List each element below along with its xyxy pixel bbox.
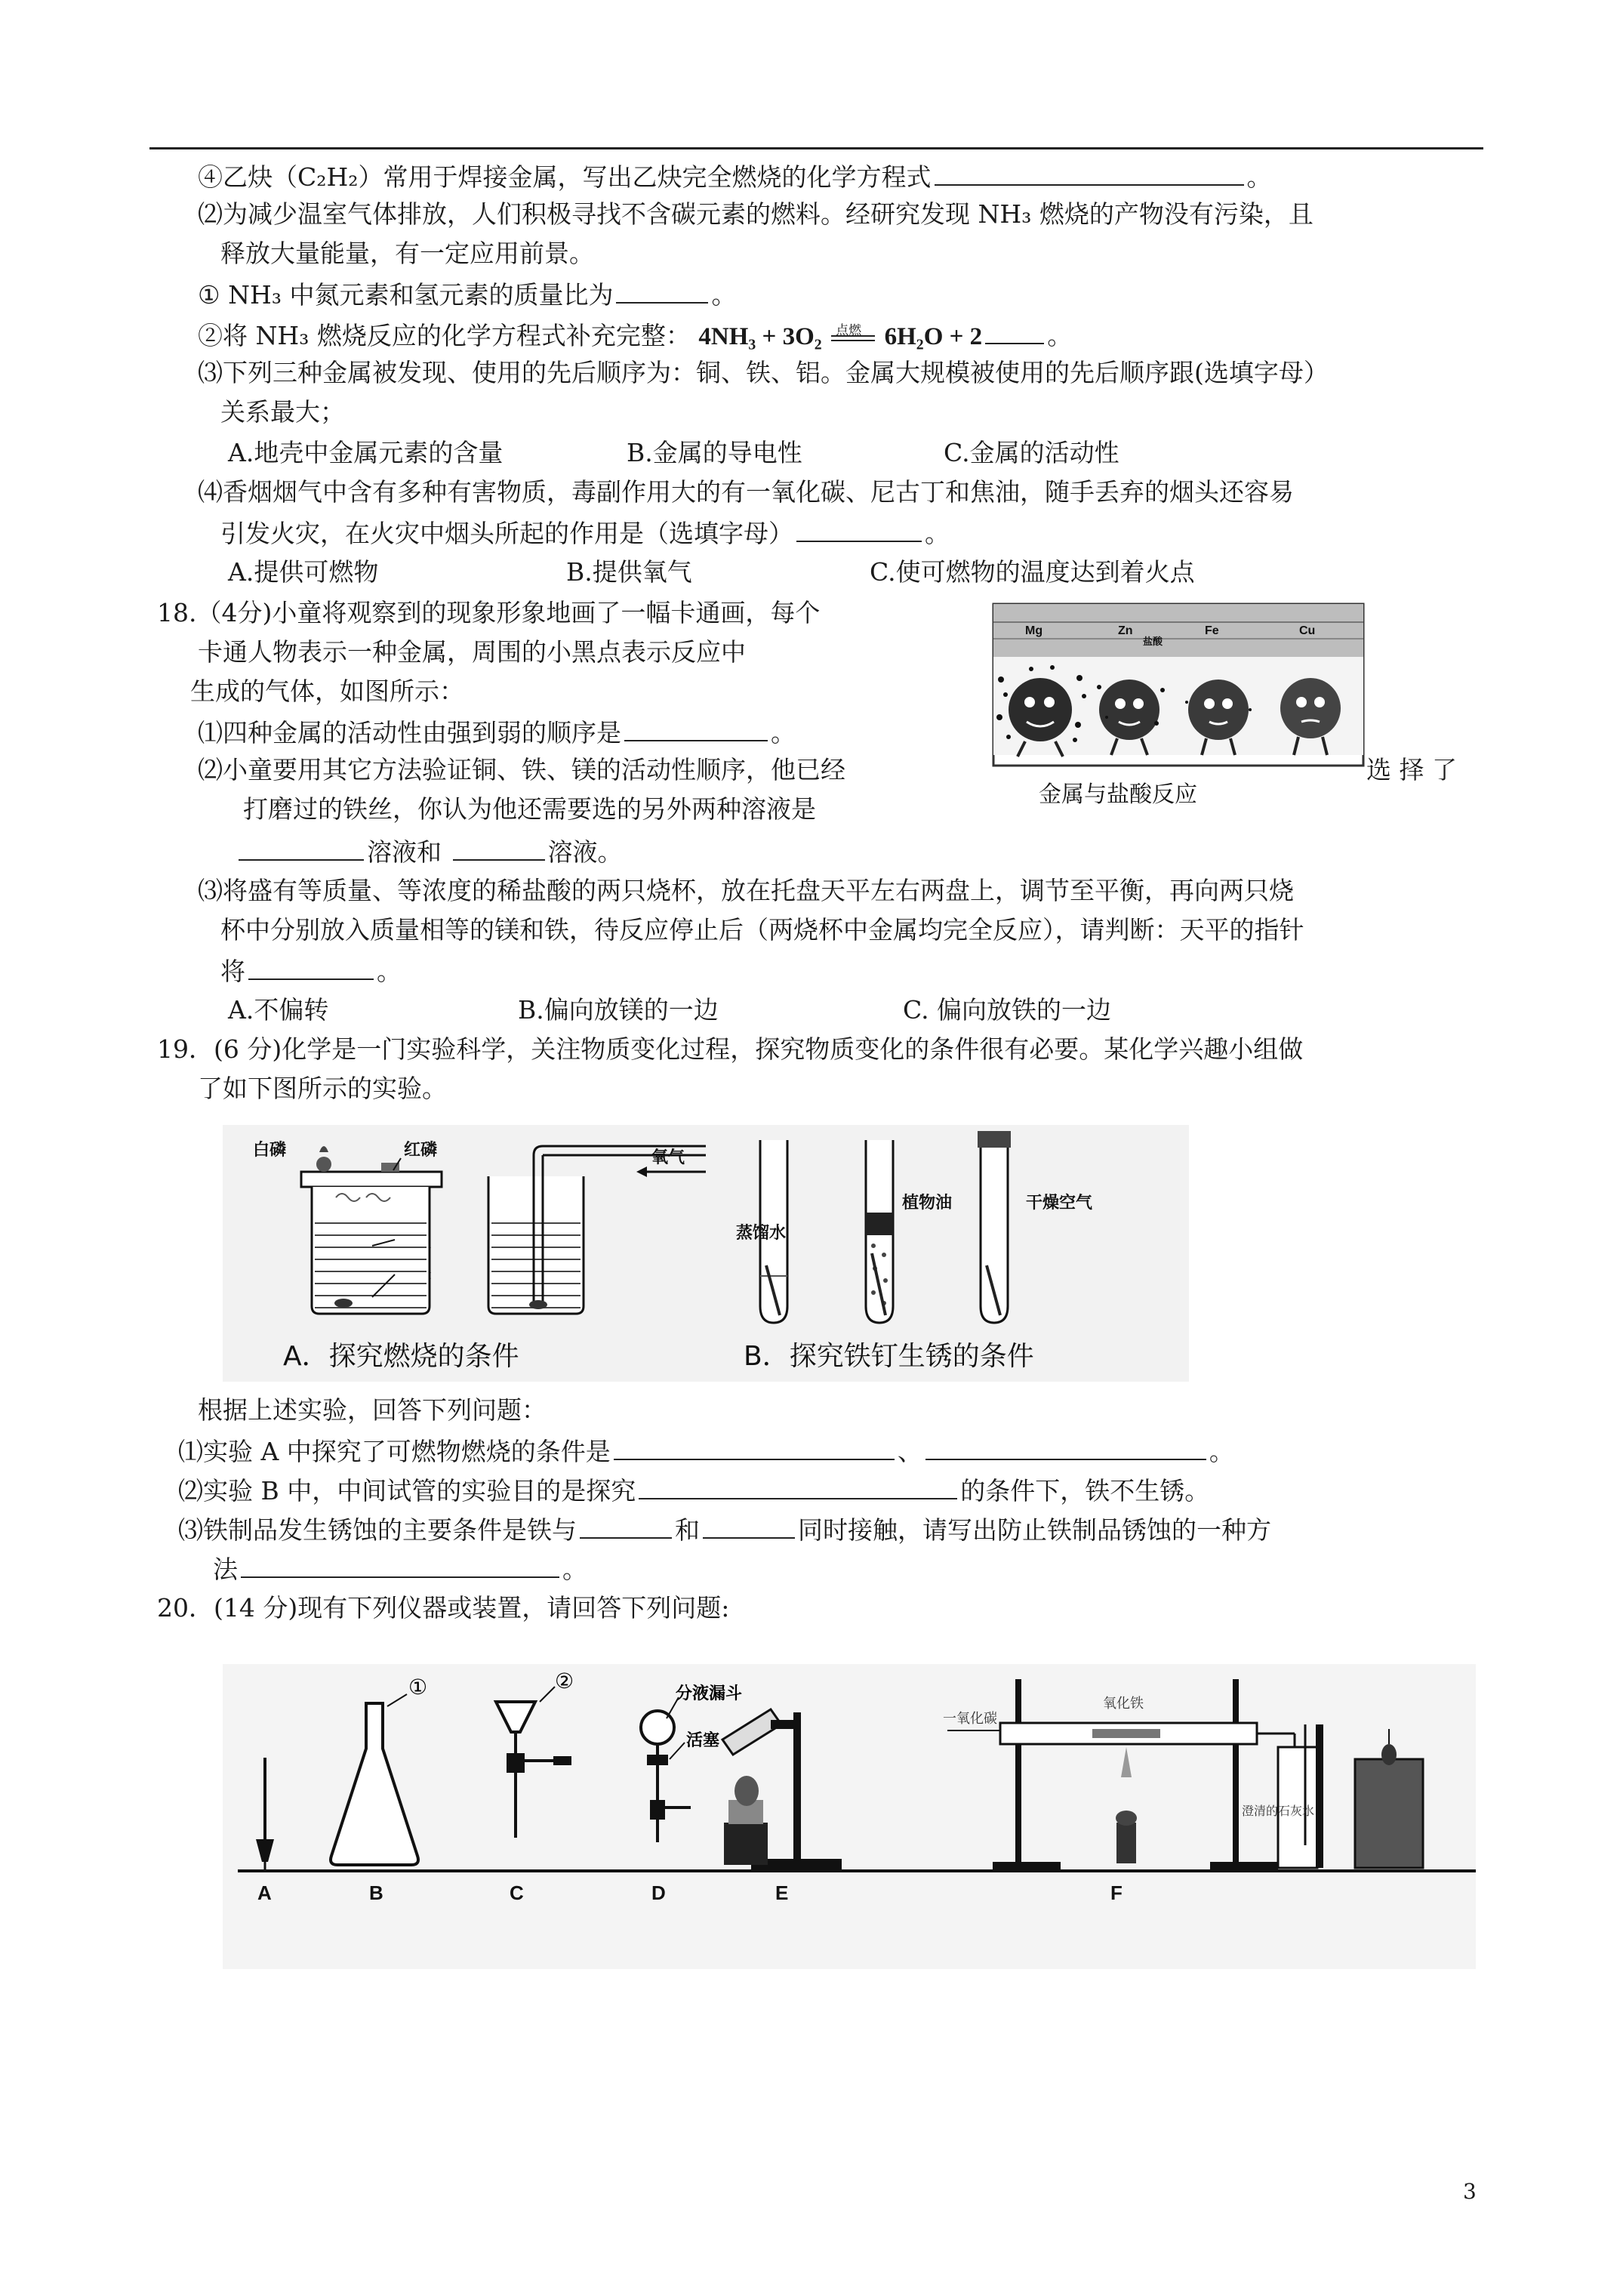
q17-part4-line1: ⑷香烟烟气中含有多种有害物质，毒副作用大的有一氧化碳、尼古丁和焦油，随手丢弃的烟头还容易 bbox=[198, 477, 1294, 507]
q17-part3-line2: 关系最大； bbox=[220, 397, 345, 427]
marker-1: ① bbox=[408, 1675, 428, 1700]
q19-part3-pre: ⑶铁制品发生锈蚀的主要条件是铁与 bbox=[178, 1515, 577, 1545]
label-dry-air: 干燥空气 bbox=[1026, 1194, 1093, 1213]
figure-caption: 金属与盐酸反应 bbox=[1039, 781, 1197, 808]
q17-part3-option-c: C.金属的活动性 bbox=[944, 438, 1119, 467]
q18-part2-line2: 打磨过的铁丝，你认为他还需要选的另外两种溶液是 bbox=[243, 794, 816, 824]
q19-line1: 19．(6 分)化学是一门实验科学，关注物质变化过程，探究物质变化的条件很有必要。某化学兴趣小组做 bbox=[157, 1034, 1304, 1064]
q18-part3-option-c: C. 偏向放铁的一边 bbox=[903, 995, 1112, 1025]
q19-part3-line1 bbox=[178, 1512, 1271, 1547]
answer-blank[interactable] bbox=[796, 515, 922, 542]
answer-blank[interactable] bbox=[614, 1433, 895, 1460]
q19-part3-line2-text: 法 bbox=[213, 1555, 238, 1584]
q17-part4-line2-text: 引发火灾，在火灾中烟头所起的作用是（选填字母） bbox=[220, 519, 793, 548]
q18-part3-line3: 将 。 bbox=[220, 953, 402, 988]
q18-line1: 18.（4分)小童将观察到的现象形象地画了一幅卡通画，每个 bbox=[157, 598, 821, 627]
answer-blank[interactable] bbox=[624, 714, 768, 741]
label-c: C bbox=[510, 1881, 524, 1904]
q17-part3-option-a: A.地壳中金属元素的含量 bbox=[228, 438, 504, 467]
q17-part4-option-b: B.提供氧气 bbox=[566, 557, 692, 587]
q18-part3-line1: ⑶将盛有等质量、等浓度的稀盐酸的两只烧杯，放在托盘天平左右两盘上，调节至平衡，再向两只烧 bbox=[198, 876, 1294, 905]
q17-part2-item1: ① NH₃ 中氮元素和氢元素的质量比为 。 bbox=[198, 276, 736, 312]
label-co: 一氧化碳 bbox=[943, 1711, 997, 1727]
q17-part1-item4: ④乙炔（C₂H₂）常用于焊接金属，写出乙炔完全燃烧的化学方程式 。 bbox=[198, 159, 1272, 194]
answer-blank[interactable] bbox=[935, 159, 1244, 186]
acid-label: 盐酸 bbox=[1143, 636, 1163, 647]
reaction-condition bbox=[830, 325, 876, 350]
q17-part3-line1: ⑶下列三种金属被发现、使用的先后顺序为：铜、铁、铝。金属大规模被使用的先后顺序跟(选填字母） bbox=[198, 358, 1329, 387]
answer-blank[interactable] bbox=[703, 1512, 795, 1539]
q17-part2-line1: ⑵为减少温室气体排放，人们积极寻找不含碳元素的燃料。经研究发现 NH₃ 燃烧的产物没有污染，且 bbox=[198, 199, 1313, 229]
equation-right: 6H₂O + 2 bbox=[884, 323, 983, 350]
label-vegetable-oil: 植物油 bbox=[902, 1194, 953, 1213]
q18-part3-option-b: B.偏向放镁的一边 bbox=[518, 995, 719, 1025]
label-distilled-water: 蒸馏水 bbox=[736, 1224, 787, 1243]
q18-part3-pre: 将 bbox=[220, 957, 245, 986]
q19-part3-post: 同时接触，请写出防止铁制品锈蚀的一种方 bbox=[798, 1515, 1271, 1545]
label-oxygen: 氧气 bbox=[651, 1148, 685, 1167]
metal-acid-cartoon-svg bbox=[978, 596, 1378, 815]
metal-acid-cartoon-figure bbox=[978, 596, 1378, 815]
page-number: 3 bbox=[1463, 2179, 1477, 2204]
answer-blank[interactable] bbox=[639, 1472, 957, 1499]
q17-part4-option-a: A.提供可燃物 bbox=[228, 557, 379, 587]
q18-part3-option-a: A.不偏转 bbox=[228, 995, 329, 1025]
caption-a: A．探究燃烧的条件 bbox=[283, 1341, 519, 1372]
q18-sol2-text: 溶液。 bbox=[547, 837, 623, 867]
answer-blank[interactable] bbox=[241, 1551, 559, 1578]
q18-part1-text: ⑴四种金属的活动性由强到弱的顺序是 bbox=[198, 718, 621, 747]
q20-line1: 20．(14 分)现有下列仪器或装置，请回答下列问题: bbox=[157, 1593, 730, 1623]
q17-p4-text: ④乙炔（C₂H₂）常用于焊接金属，写出乙炔完全燃烧的化学方程式 bbox=[198, 162, 932, 192]
caption-b: B．探究铁钉生锈的条件 bbox=[744, 1341, 1034, 1372]
experiment-figure-q19 bbox=[223, 1125, 1189, 1382]
label-sep-funnel: 分液漏斗 bbox=[676, 1684, 743, 1703]
q19-part2-post: 的条件下，铁不生锈。 bbox=[960, 1476, 1210, 1505]
q19-part2-pre: ⑵实验 B 中，中间试管的实验目的是探究 bbox=[178, 1476, 636, 1505]
q18-part1: ⑴四种金属的活动性由强到弱的顺序是 。 bbox=[198, 714, 796, 750]
apparatus-figure-q20 bbox=[223, 1664, 1476, 1969]
q19-line2: 了如下图所示的实验。 bbox=[198, 1074, 447, 1103]
q17-part2-line2: 释放大量能量，有一定应用前景。 bbox=[220, 239, 594, 268]
q19-part3-mid: 和 bbox=[675, 1515, 700, 1545]
metal-label-fe: Fe bbox=[1205, 624, 1219, 637]
label-f: F bbox=[1110, 1881, 1123, 1904]
q19-part2 bbox=[178, 1472, 1209, 1508]
q17-p2-2-text: ②将 NH₃ 燃烧反应的化学方程式补充完整： bbox=[198, 321, 691, 350]
marker-2: ② bbox=[555, 1669, 574, 1693]
answer-blank[interactable] bbox=[239, 834, 364, 861]
metal-label-cu: Cu bbox=[1299, 624, 1316, 637]
label-e: E bbox=[775, 1881, 789, 1904]
q18-part3-line2: 杯中分别放入质量相等的镁和铁，待反应停止后（两烧杯中金属均完全反应），请判断：天平的指针 bbox=[220, 915, 1304, 945]
q17-part4-line2: 引发火灾，在火灾中烟头所起的作用是（选填字母） 。 bbox=[220, 515, 950, 550]
answer-blank[interactable] bbox=[580, 1512, 672, 1539]
q17-part2-item2: ②将 NH₃ 燃烧反应的化学方程式补充完整： 4NH₃ + 3O₂ 点燃 6H₂O + 2 。 bbox=[198, 317, 1072, 353]
condition-text: 点燃 bbox=[836, 323, 862, 338]
equation-left: 4NH₃ + 3O₂ bbox=[698, 323, 822, 350]
q18-part2-line3 bbox=[236, 834, 623, 869]
answer-blank[interactable] bbox=[616, 276, 708, 304]
label-stopcock: 活塞 bbox=[686, 1731, 720, 1750]
answer-blank[interactable] bbox=[248, 953, 374, 980]
q17-p2-1-text: ① NH₃ 中氮元素和氢元素的质量比为 bbox=[198, 280, 614, 310]
label-b: B bbox=[369, 1881, 383, 1904]
answer-blank[interactable] bbox=[985, 317, 1044, 344]
q18-sol1-text: 溶液和 bbox=[367, 837, 442, 867]
q19-intro: 根据上述实验，回答下列问题： bbox=[198, 1395, 547, 1425]
label-red-phosphorus: 红磷 bbox=[404, 1141, 438, 1160]
q17-part3-option-b: B.金属的导电性 bbox=[627, 438, 802, 467]
q19-part1-text: ⑴实验 A 中探究了可燃物燃烧的条件是 bbox=[178, 1437, 611, 1466]
answer-blank[interactable] bbox=[453, 834, 545, 861]
q18-line2: 卡通人物表示一种金属，周围的小黑点表示反应中 bbox=[198, 637, 746, 667]
q19-part3-line2: 法 。 bbox=[213, 1551, 587, 1586]
metal-label-mg: Mg bbox=[1025, 624, 1043, 637]
answer-blank[interactable] bbox=[925, 1433, 1206, 1460]
label-d: D bbox=[651, 1881, 666, 1904]
label-white-phosphorus-top: 白磷 bbox=[253, 1141, 287, 1160]
label-limewater: 澄清的石灰水 bbox=[1242, 1804, 1315, 1818]
q17-part4-option-c: C.使可燃物的温度达到着火点 bbox=[870, 557, 1195, 587]
label-iron-oxide: 氧化铁 bbox=[1103, 1696, 1144, 1712]
metal-label-zn: Zn bbox=[1118, 624, 1133, 637]
q18-part2-tail: 选 择 了 bbox=[1366, 755, 1457, 784]
apparatus-svg bbox=[223, 1664, 1476, 1969]
experiment-svg bbox=[223, 1125, 1189, 1382]
header-rule bbox=[149, 147, 1483, 149]
label-a: A bbox=[257, 1881, 272, 1904]
q18-line3: 生成的气体，如图所示： bbox=[190, 676, 464, 706]
q19-part1: ⑴实验 A 中探究了可燃物燃烧的条件是 、 。 bbox=[178, 1433, 1234, 1469]
q18-part2-line1: ⑵小童要用其它方法验证铜、铁、镁的活动性顺序，他已经 bbox=[198, 755, 845, 784]
